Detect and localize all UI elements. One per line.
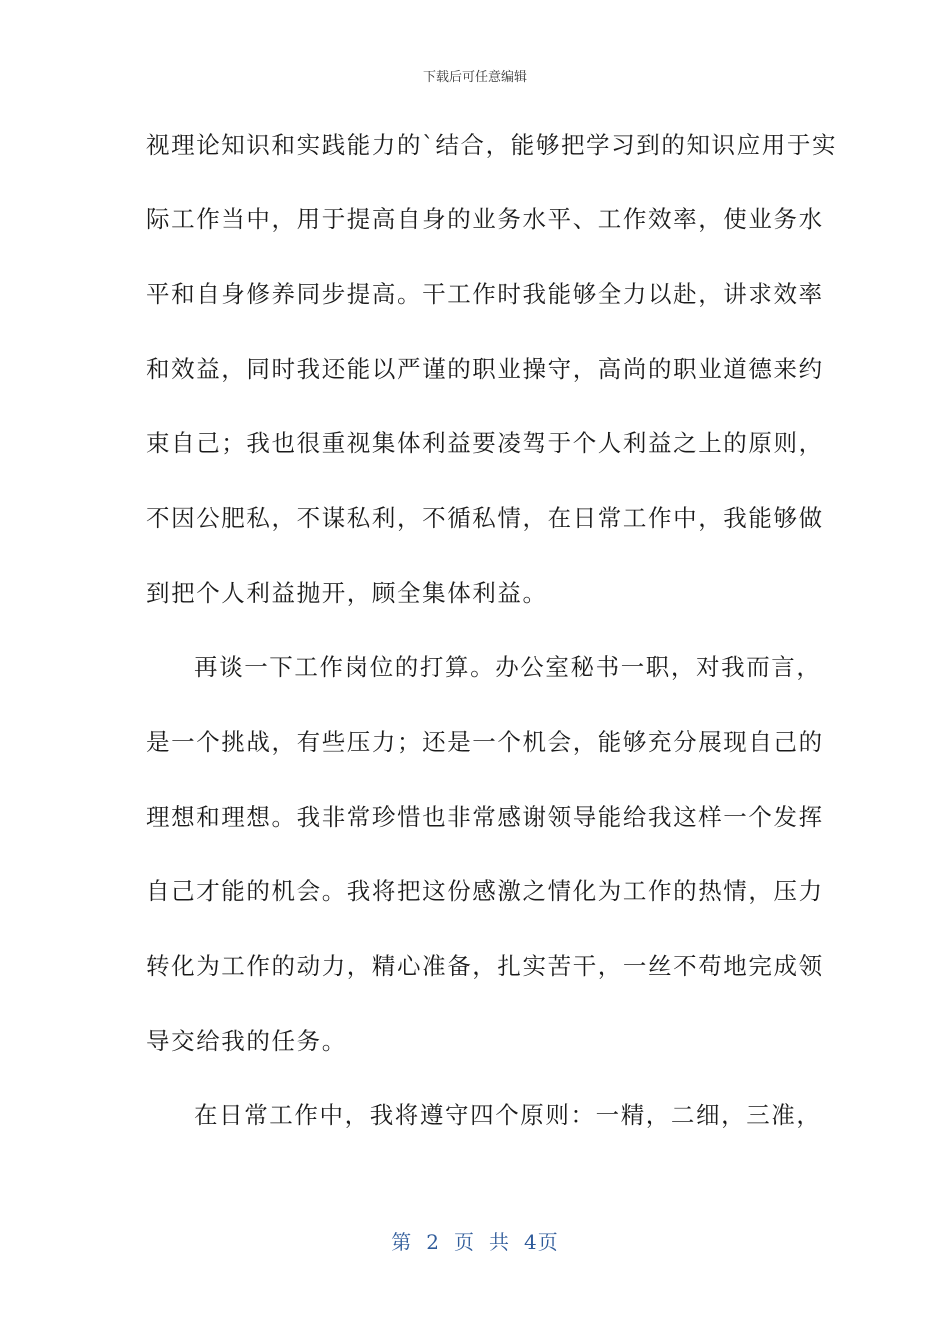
text-line: 视理论知识和实践能力的`结合，能够把学习到的知识应用于实 <box>146 131 838 159</box>
header-text: 下载后可任意编辑 <box>422 70 527 85</box>
text-line: 转化为工作的动力，精心准备，扎实苦干，一丝不苟地完成领 <box>146 952 824 980</box>
text-line: 到把个人利益抛开，顾全集体利益。 <box>146 579 548 607</box>
text-line: 自己才能的机会。我将把这份感激之情化为工作的热情，压力 <box>146 877 824 905</box>
text-line: 平和自身修养同步提高。干工作时我能够全力以赴，讲求效率 <box>146 280 824 308</box>
footer-page-word: 页 <box>454 1230 475 1254</box>
text-line: 束自己；我也很重视集体利益要凌驾于个人利益之上的原则， <box>146 429 824 457</box>
text-line: 和效益，同时我还能以严谨的职业操守，高尚的职业道德来约 <box>146 355 824 383</box>
text-line: 导交给我的任务。 <box>146 1027 347 1055</box>
text-line-paragraph-start: 再谈一下工作岗位的打算。办公室秘书一职，对我而言， <box>194 653 822 681</box>
footer-prefix: 第 <box>391 1230 413 1254</box>
text-line: 际工作当中，用于提高自身的业务水平、工作效率，使业务水 <box>146 205 824 233</box>
footer-total-word: 共 <box>489 1230 510 1254</box>
text-line: 不因公肥私，不谋私利，不循私情，在日常工作中，我能够做 <box>146 504 824 532</box>
text-line-paragraph-start: 在日常工作中，我将遵守四个原则：一精，二细，三准， <box>194 1101 822 1129</box>
footer-total-pages: 4页 <box>524 1230 559 1254</box>
text-line: 理想和理想。我非常珍惜也非常感谢领导能给我这样一个发挥 <box>146 803 824 831</box>
footer-current-page: 2 <box>426 1230 440 1254</box>
text-line: 是一个挑战，有些压力；还是一个机会，能够充分展现自己的 <box>146 728 824 756</box>
page-footer <box>0 1226 950 1255</box>
